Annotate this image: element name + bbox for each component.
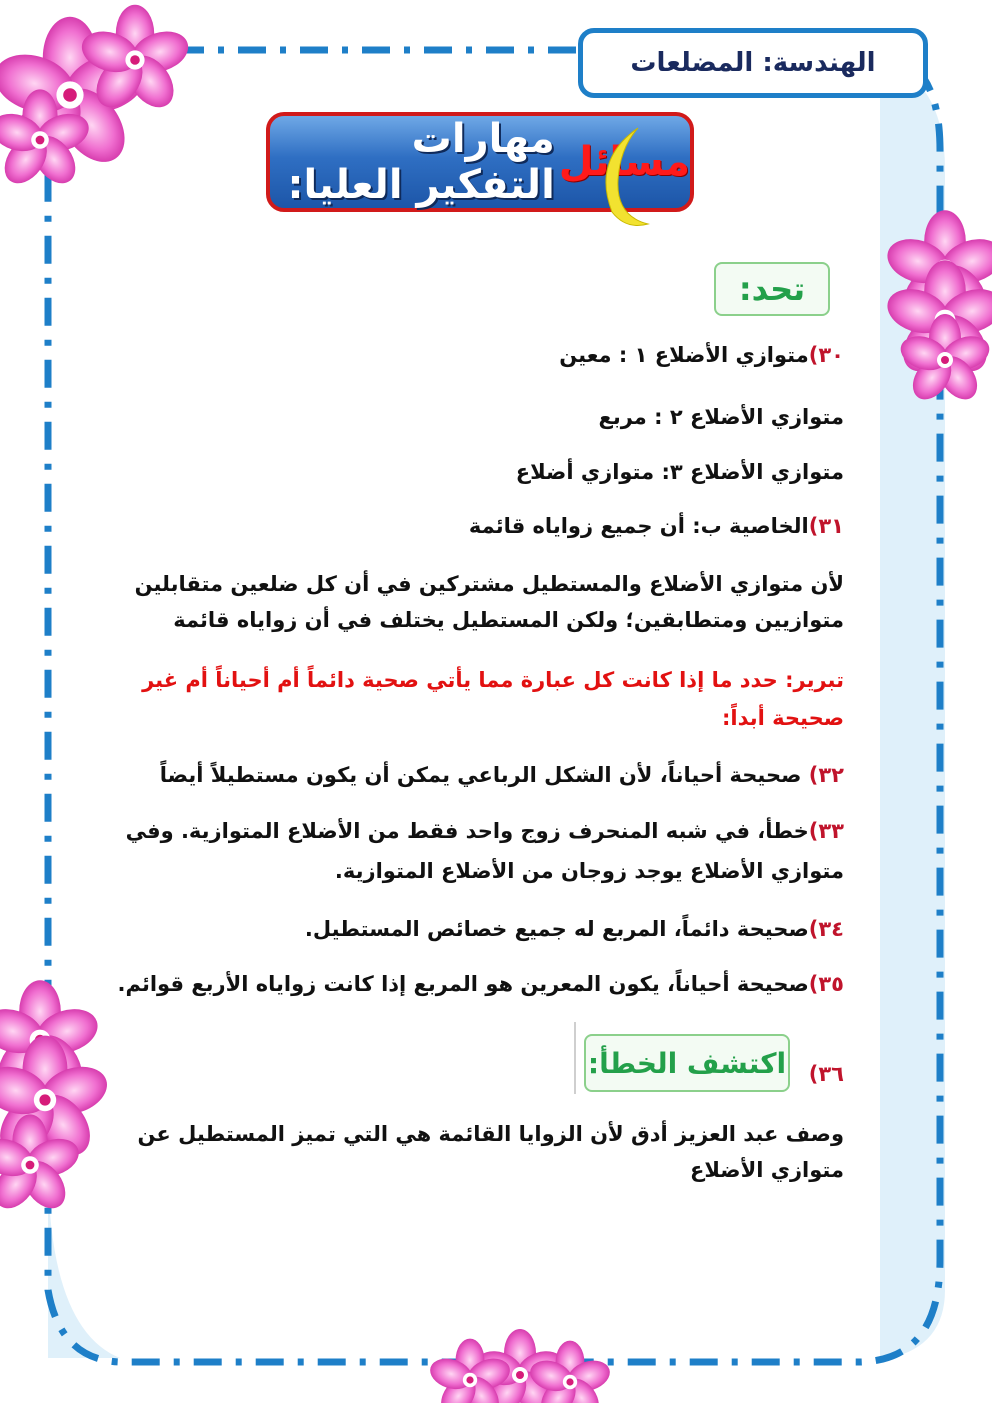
justify-instruction-2 — [722, 706, 844, 730]
line-36-number — [809, 1062, 844, 1086]
line-text: تبرير: حدد ما إذا كانت كل عبارة مما يأتي صحية دائماً أم أحياناً أم غير — [142, 668, 844, 692]
line-31-reason-1 — [135, 572, 844, 596]
crescent-icon — [582, 120, 652, 230]
line-31-reason-2 — [173, 608, 844, 632]
line-text: صحيحة أحياناً، لأن الشكل الرباعي يمكن أن يكون مستطيلاً أيضاً — [159, 763, 809, 787]
line-text: متوازي الأضلاع ٢ : مربع — [598, 405, 844, 429]
line-35 — [118, 972, 845, 996]
item-number: ٣١) — [808, 514, 844, 538]
line-text: متوازي الأضلاع — [689, 1158, 844, 1182]
banner-white-text: مهارات التفكير العليا: — [287, 116, 555, 208]
line-text: متوازي الأضلاع ١ : معين — [559, 343, 809, 367]
line-text: خطأ، في شبه المنحرف زوج واحد فقط من الأضلاع المتوازية. وفي — [125, 819, 809, 843]
line-text: متوازي الأضلاع ٣: متوازي أضلاع — [515, 460, 844, 484]
line-34 — [305, 917, 844, 941]
line-30b — [599, 405, 844, 429]
line-text: لأن متوازي الأضلاع والمستطيل مشتركين في أن كل ضلعين متقابلين — [134, 572, 844, 596]
line-30 — [559, 343, 844, 367]
line-text: متوازيين ومتطابقين؛ ولكن المستطيل يختلف في أن زواياه قائمة — [173, 608, 844, 632]
find-error-label-text: اكتشف الخطأ: — [587, 1046, 787, 1080]
line-text: الخاصية ب: أن جميع زواياه قائمة — [468, 514, 809, 538]
line-text: متوازي الأضلاع يوجد زوجان من الأضلاع المتوازية. — [334, 859, 844, 883]
item-number: ٣٠) — [808, 343, 844, 367]
line-text: صحيحة دائماً، المربع له جميع خصائص المستطيل. — [304, 917, 809, 941]
divider — [574, 1022, 576, 1094]
item-number: ٣٦) — [808, 1062, 844, 1086]
item-number: ٣٣) — [808, 819, 844, 843]
line-text: صحيحة أبداً: — [722, 706, 844, 730]
line-33 — [126, 819, 844, 843]
line-text: وصف عبد العزيز أدق لأن الزوايا القائمة هي التي تميز المستطيل عن — [137, 1122, 844, 1146]
item-number: ٣٤) — [808, 917, 844, 941]
line-32 — [160, 763, 844, 787]
line-36-answer-2 — [690, 1158, 844, 1182]
find-error-label — [584, 1034, 790, 1092]
item-number: ٣٥) — [808, 972, 844, 996]
item-number: ٣٢) — [808, 763, 844, 787]
justify-instruction-1 — [142, 668, 844, 692]
line-31 — [469, 514, 844, 538]
challenge-label-text: تحد: — [738, 270, 806, 308]
challenge-label — [714, 262, 830, 316]
banner-red-text: مسائل — [558, 139, 690, 185]
line-36-answer-1 — [138, 1122, 844, 1146]
line-text: صحيحة أحياناً، يكون المعرين هو المربع إذا كانت زواياه الأربع قوائم. — [117, 972, 809, 996]
line-33b — [335, 859, 844, 883]
header-title: الهندسة: المضلعات — [630, 48, 876, 78]
line-30c — [516, 460, 844, 484]
header-box — [578, 28, 928, 98]
